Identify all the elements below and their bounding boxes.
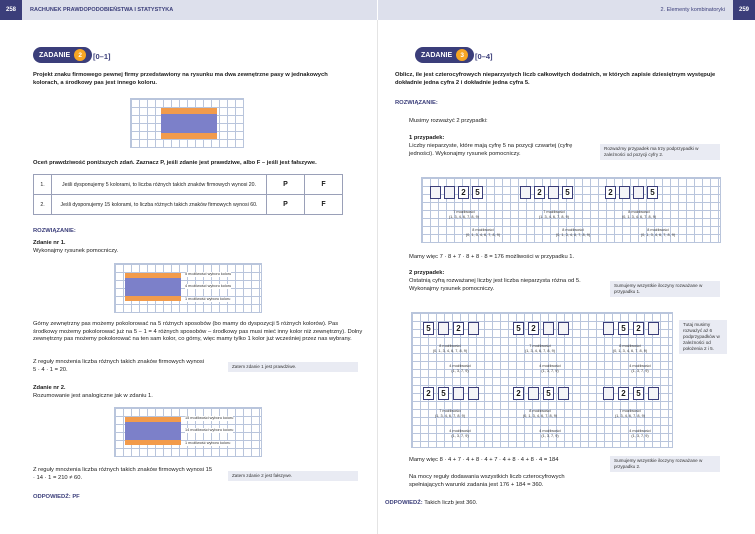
digit-cell	[603, 322, 614, 335]
row-statement: Jeśli dysponujemy 5 kolorami, to liczba różnych takich znaków firmowych wynosi 20.	[52, 175, 267, 195]
possibilities-label: 8 możliwości (0, 1, 3, 4, 6, 7, 8, 9)	[621, 210, 657, 219]
digit-cell	[453, 387, 464, 400]
statement1-result: Z reguły mnożenia liczba różnych takich znaków firmowych wynosi 5 · 4 · 1 = 20.	[33, 359, 205, 373]
table-row	[34, 195, 343, 215]
digit-cell: 5	[472, 186, 483, 199]
left-page-header	[0, 0, 377, 20]
task3-solution-label: ROZWIĄZANIE:	[395, 100, 438, 106]
row-number: 2.	[34, 195, 52, 215]
digit-cell: 5	[647, 186, 658, 199]
diagram1-label-top: 5 możliwości wyboru koloru	[185, 272, 232, 276]
digit-cell: 2	[528, 322, 539, 335]
digit-cell	[603, 387, 614, 400]
case2-sum: Mamy więc 8 · 4 + 7 · 4 + 8 · 4 + 7 · 4 + 8 · 4 + 8 · 4 = 184	[409, 457, 559, 463]
diagram2-label-top: 15 możliwości wyboru koloru	[185, 416, 234, 420]
diagram2-bottom	[125, 440, 181, 445]
diagram1-middle	[125, 278, 181, 296]
row-statement: Jeśli dysponujemy 15 kolorami, to liczba różnych takich znaków firmowych wynosi 60.	[52, 195, 267, 215]
digit-cell	[633, 186, 644, 199]
task3-number: 3	[456, 49, 468, 61]
true-option[interactable]: P	[267, 195, 305, 215]
task3-step1: Musimy rozważyć 2 przypadki:	[409, 118, 488, 124]
task2-badge	[33, 47, 92, 63]
digit-cell	[648, 387, 659, 400]
digit-cell: 2	[423, 387, 434, 400]
possibilities-label: 8 możliwości (0, 1, 3, 4, 6, 7, 8, 9)	[522, 409, 558, 418]
statement2-result: Z reguły mnożenia liczba różnych takich znaków firmowych wynosi 15 · 14 · 1 = 210 ≠ 60.	[33, 467, 213, 481]
case2-text: Ostatnią cyfrą rozważanej liczby jest liczba nieparzysta różna od 5. Wykonajmy rysunek pomocniczy.	[409, 278, 581, 292]
task3-final: Na mocy reguły dodawania wszystkich liczb czterocyfrowych spełniających warunki zadania jest 176 + 184 = 360.	[409, 474, 565, 488]
digit-cell: 2	[605, 186, 616, 199]
right-page-header	[378, 0, 755, 20]
diagram2	[114, 407, 262, 457]
diagram2-label-bottom: 1 możliwość wyboru koloru	[185, 441, 231, 445]
possibilities-label: 7 możliwości (1, 3, 4, 6, 7, 8, 9)	[449, 210, 479, 219]
task3-level: [0–4]	[475, 52, 493, 61]
table-row	[34, 175, 343, 195]
statement2-title: Zdanie nr 2.	[33, 385, 66, 391]
task2-answer	[33, 494, 80, 502]
digit-cell	[648, 322, 659, 335]
possibilities-label: 4 możliwości (1, 3, 7, 9)	[449, 364, 471, 373]
possibilities-label: 8 możliwości (0, 1, 3, 4, 6, 7, 8, 9)	[555, 228, 591, 237]
case2-note: Sumujemy wszystkie iloczyny rozważane w przypadku 1.	[610, 281, 720, 297]
page-gutter	[377, 20, 378, 534]
task3-intro: Oblicz, ile jest czterocyfrowych nieparzystych liczb całkowitych dodatnich, w których zapisie dziesiętnym występuje dokładnie jedna cyfra 2 i dokładnie jedna cyfra 5.	[395, 72, 716, 86]
possibilities-label: 7 możliwości (1, 3, 4, 6, 7, 8, 9)	[539, 210, 569, 219]
possibilities-label: 7 możliwości (1, 3, 4, 6, 7, 8, 9)	[435, 409, 465, 418]
possibilities-label: 4 możliwości (1, 3, 7, 9)	[629, 364, 651, 373]
possibilities-label: 8 możliwości (0, 1, 3, 4, 6, 7, 8, 9)	[640, 228, 676, 237]
digit-cell	[548, 186, 559, 199]
task3-answer-value: Takich liczb jest 360.	[424, 500, 478, 506]
statement1-text: Wykonajmy rysunek pomocniczy.	[33, 248, 119, 254]
case2-title: 2 przypadek:	[409, 270, 445, 276]
case2-side-note: Tutaj musimy rozważyć aż 6 podprzypadków w zależności od położenia 2 i 5.	[679, 320, 727, 354]
logo-figure	[130, 98, 244, 148]
statement2-text: Rozumowanie jest analogiczne jak w zdaniu 1.	[33, 393, 153, 399]
task3-answer	[385, 500, 477, 508]
task2-number: 2	[74, 49, 86, 61]
statement1-title: Zdanie nr 1.	[33, 240, 66, 246]
digit-cell: 5	[633, 387, 644, 400]
digit-cell	[619, 186, 630, 199]
task2-answer-label: ODPOWIEDŹ:	[33, 494, 71, 500]
task2-instruction: Oceń prawdziwość poniższych zdań. Zaznacz P, jeśli zdanie jest prawdziwe, albo F – jeśli jest fałszywe.	[33, 160, 317, 166]
task3-answer-label: ODPOWIEDŹ:	[385, 500, 423, 506]
false-option[interactable]: F	[305, 195, 343, 215]
possibilities-label: 4 możliwości (1, 3, 7, 9)	[629, 429, 651, 438]
digit-cell: 5	[513, 322, 524, 335]
diagram1-label-bottom: 1 możliwość wyboru koloru	[185, 297, 231, 301]
digit-cell: 2	[633, 322, 644, 335]
digit-cell	[558, 387, 569, 400]
digit-cell: 2	[453, 322, 464, 335]
task2-solution-label: ROZWIĄZANIE:	[33, 228, 76, 234]
diagram2-middle	[125, 422, 181, 440]
task3-badge	[415, 47, 474, 63]
diagram2-label-middle: 14 możliwości wyboru koloru	[185, 428, 234, 432]
digit-cell: 5	[618, 322, 629, 335]
digit-cell	[444, 186, 455, 199]
digit-cell	[520, 186, 531, 199]
case1-text: Liczby nieparzyste, które mają cyfrę 5 na pozycji czwartej (cyfrę jedności). Wykonajmy rysunek pomocniczy.	[409, 143, 573, 157]
digit-cell: 2	[534, 186, 545, 199]
task2-answer-value: PF	[72, 494, 80, 500]
diagram1-label-middle: 4 możliwości wyboru koloru	[185, 284, 232, 288]
digit-cell: 5	[543, 387, 554, 400]
digit-cell	[558, 322, 569, 335]
possibilities-label: 8 możliwości (0, 1, 3, 4, 6, 7, 8, 9)	[432, 344, 468, 353]
left-page-number: 258	[0, 0, 22, 20]
false-option[interactable]: F	[305, 175, 343, 195]
digit-cell: 5	[562, 186, 573, 199]
row-number: 1.	[34, 175, 52, 195]
diagram1-bottom	[125, 296, 181, 301]
true-option[interactable]: P	[267, 175, 305, 195]
possibilities-label: 8 możliwości (0, 1, 3, 4, 6, 7, 8, 9)	[465, 228, 501, 237]
digit-cell	[468, 322, 479, 335]
digit-cell	[438, 322, 449, 335]
possibilities-label: 7 możliwości (1, 3, 4, 6, 7, 8, 9)	[525, 344, 555, 353]
statement1-explanation: Górny zewnętrzny pas możemy pokolorować na 5 różnych sposobów (bo mamy do dyspozycji 5 różnych kolorów). Pas środkowy możemy pokolorować już na 5 − 1 = 4 różnych sposobów – środkowy pas musi mieć inny kolor niż zewnętrzny). Dolny zewnętrzny pas możemy pokolorować na ten sam kolor, co górny, więc mamy tylko 1 kolor już wcześniej przez nas wybrany.	[33, 321, 363, 343]
digit-cell: 2	[458, 186, 469, 199]
digit-cell: 2	[513, 387, 524, 400]
possibilities-label: 4 możliwości (1, 3, 7, 9)	[449, 429, 471, 438]
task2-intro: Projekt znaku firmowego pewnej firmy przedstawiony na rysunku ma dwa zewnętrzne pasy w jednakowych kolorach, a środkowy pas jest innego koloru.	[33, 72, 328, 86]
logo-bottom-stripe	[161, 133, 217, 139]
digit-cell: 5	[423, 322, 434, 335]
case2-sum-note: Sumujemy wszystkie iloczyny rozważane w przypadku 2.	[610, 456, 720, 472]
case1-sum: Mamy więc 7 · 8 + 7 · 8 + 8 · 8 = 176 możliwości w przypadku 1.	[409, 254, 575, 260]
case1-note: Rozważmy przypadek ma trzy podprzypadki w zależności od pozycji cyfry 2.	[600, 144, 720, 160]
task2-label: ZADANIE	[39, 51, 71, 59]
logo-middle-stripe	[161, 114, 217, 133]
left-header-title: RACHUNEK PRAWDOPODOBIEŃSTWA I STATYSTYKA	[30, 7, 174, 13]
statement1-note: Zatem zdanie 1 jest prawdziwe.	[228, 362, 358, 372]
digit-cell: 2	[618, 387, 629, 400]
possibilities-label: 7 możliwości (1, 3, 4, 6, 7, 8, 9)	[615, 409, 645, 418]
digit-cell: 5	[438, 387, 449, 400]
diagram1	[114, 263, 262, 313]
case1-title: 1 przypadek:	[409, 135, 445, 141]
possibilities-label: 8 możliwości (0, 1, 3, 4, 6, 7, 8, 9)	[612, 344, 648, 353]
true-false-table	[33, 174, 343, 215]
right-header-title: 2. Elementy kombinatoryki	[660, 7, 725, 13]
statement2-note: Zatem zdanie 2 jest fałszywe.	[228, 471, 358, 481]
possibilities-label: 4 możliwości (1, 3, 7, 9)	[539, 364, 561, 373]
task2-level: [0–1]	[93, 52, 111, 61]
digit-cell	[543, 322, 554, 335]
digit-cell	[528, 387, 539, 400]
digit-cell	[430, 186, 441, 199]
digit-cell	[468, 387, 479, 400]
right-page-number: 259	[733, 0, 755, 20]
possibilities-label: 4 możliwości (1, 3, 7, 9)	[539, 429, 561, 438]
task3-label: ZADANIE	[421, 51, 453, 59]
